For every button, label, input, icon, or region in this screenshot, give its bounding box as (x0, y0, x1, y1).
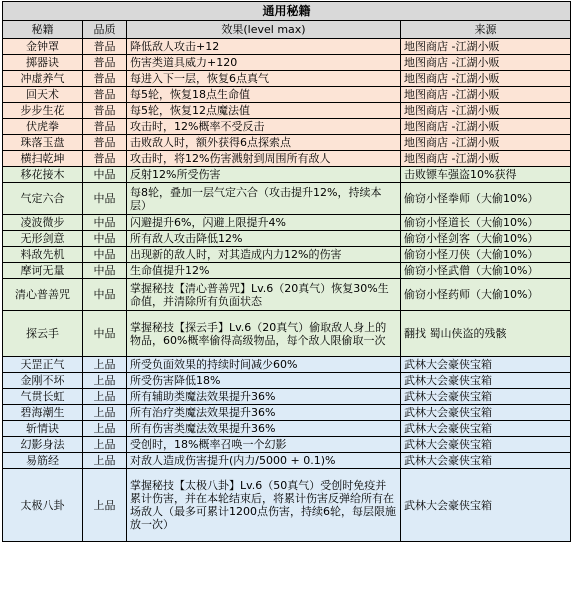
table-row (3, 119, 571, 135)
row-source: 偷窃小怪药师（大偷10%） (401, 279, 571, 311)
row-effect: 对敌人造成伤害提升(内力/5000 + 0.1)% (127, 453, 401, 469)
row-quality: 普品 (83, 39, 127, 55)
row-source: 武林大会豪侠宝箱 (401, 373, 571, 389)
row-name: 料敌先机 (3, 247, 83, 263)
table-row (3, 231, 571, 247)
row-effect: 所有治疗类魔法效果提升36% (127, 405, 401, 421)
row-name: 移花接木 (3, 167, 83, 183)
table-row (3, 453, 571, 469)
row-quality: 上品 (83, 389, 127, 405)
row-name: 气定六合 (3, 183, 83, 215)
row-source: 地图商店 -江湖小贩 (401, 39, 571, 55)
table-row (3, 183, 571, 215)
row-quality: 普品 (83, 71, 127, 87)
row-name: 天罡正气 (3, 357, 83, 373)
row-name: 金钟罩 (3, 39, 83, 55)
row-name: 凌波微步 (3, 215, 83, 231)
header-effect: 效果(level max) (127, 21, 401, 39)
table-row (3, 39, 571, 55)
table-row (3, 135, 571, 151)
row-effect: 闪避提升6%，闪避上限提升4% (127, 215, 401, 231)
row-source: 武林大会豪侠宝箱 (401, 453, 571, 469)
row-source: 武林大会豪侠宝箱 (401, 437, 571, 453)
secret-manual-table (2, 1, 571, 542)
row-name: 珠落玉盘 (3, 135, 83, 151)
table-row (3, 215, 571, 231)
row-name: 摩诃无量 (3, 263, 83, 279)
row-quality: 中品 (83, 311, 127, 357)
row-effect: 所有伤害类魔法效果提升36% (127, 421, 401, 437)
row-name: 金刚不坏 (3, 373, 83, 389)
row-quality: 上品 (83, 421, 127, 437)
row-quality: 上品 (83, 469, 127, 542)
table-row (3, 71, 571, 87)
row-effect: 出现新的敌人时，对其造成内力12%的伤害 (127, 247, 401, 263)
table-row (3, 373, 571, 389)
table-row (3, 389, 571, 405)
row-source: 地图商店 -江湖小贩 (401, 87, 571, 103)
row-source: 地图商店 -江湖小贩 (401, 135, 571, 151)
row-source: 偷窃小怪刀侠（大偷10%） (401, 247, 571, 263)
row-quality: 上品 (83, 373, 127, 389)
row-effect: 掌握秘技【探云手】Lv.6（20真气）偷取敌人身上的物品，60%概率偷得高级物品，每个敌人限偷取一次 (127, 311, 401, 357)
row-effect: 攻击时，12%概率不受反击 (127, 119, 401, 135)
header-quality: 品质 (83, 21, 127, 39)
row-quality: 上品 (83, 357, 127, 373)
row-source: 偷窃小怪剑客（大偷10%） (401, 231, 571, 247)
row-source: 武林大会豪侠宝箱 (401, 421, 571, 437)
row-effect: 掌握秘技【太极八卦】Lv.6（50真气）受创时免疫并累计伤害，并在本轮结束后，将累计伤害反弹给所有在场敌人（最多可累计1200点伤害，持续6轮，每层限施放一次） (127, 469, 401, 542)
row-source: 地图商店 -江湖小贩 (401, 151, 571, 167)
row-effect: 受创时，18%概率召唤一个幻影 (127, 437, 401, 453)
table-row (3, 437, 571, 453)
row-source: 击败镖车强盗10%获得 (401, 167, 571, 183)
row-effect: 所有敌人攻击降低12% (127, 231, 401, 247)
row-quality: 普品 (83, 135, 127, 151)
row-name: 碧海潮生 (3, 405, 83, 421)
table-row (3, 103, 571, 119)
row-name: 伏虎拳 (3, 119, 83, 135)
row-effect: 降低敌人攻击+12 (127, 39, 401, 55)
table-row (3, 421, 571, 437)
row-name: 掷器诀 (3, 55, 83, 71)
table-title: 通用秘籍 (3, 2, 571, 21)
row-name: 幻影身法 (3, 437, 83, 453)
table-row (3, 405, 571, 421)
row-quality: 中品 (83, 167, 127, 183)
row-source: 地图商店 -江湖小贩 (401, 55, 571, 71)
row-quality: 中品 (83, 215, 127, 231)
row-quality: 普品 (83, 103, 127, 119)
row-effect: 每8轮，叠加一层气定六合（攻击提升12%，持续本层） (127, 183, 401, 215)
table-row (3, 167, 571, 183)
row-source: 武林大会豪侠宝箱 (401, 405, 571, 421)
row-source: 地图商店 -江湖小贩 (401, 71, 571, 87)
row-name: 斩情诀 (3, 421, 83, 437)
row-source: 武林大会豪侠宝箱 (401, 469, 571, 542)
row-effect: 每进入下一层，恢复6点真气 (127, 71, 401, 87)
row-effect: 所有辅助类魔法效果提升36% (127, 389, 401, 405)
row-effect: 伤害类道具威力+120 (127, 55, 401, 71)
row-quality: 普品 (83, 119, 127, 135)
row-quality: 中品 (83, 263, 127, 279)
row-quality: 普品 (83, 151, 127, 167)
row-effect: 掌握秘技【清心普善咒】Lv.6（20真气）恢复30%生命值，并清除所有负面状态 (127, 279, 401, 311)
row-quality: 中品 (83, 279, 127, 311)
row-source: 武林大会豪侠宝箱 (401, 389, 571, 405)
row-name: 易筋经 (3, 453, 83, 469)
row-quality: 中品 (83, 183, 127, 215)
row-quality: 中品 (83, 247, 127, 263)
row-source: 翻找 蜀山侠盗的残骸 (401, 311, 571, 357)
row-name: 清心普善咒 (3, 279, 83, 311)
table-row (3, 247, 571, 263)
row-quality: 上品 (83, 437, 127, 453)
row-quality: 普品 (83, 87, 127, 103)
table-row (3, 357, 571, 373)
row-name: 冲虚养气 (3, 71, 83, 87)
table-row (3, 87, 571, 103)
row-name: 探云手 (3, 311, 83, 357)
row-name: 太极八卦 (3, 469, 83, 542)
table-row (3, 55, 571, 71)
row-source: 偷窃小怪道长（大偷10%） (401, 215, 571, 231)
row-source: 偷窃小怪拳师（大偷10%） (401, 183, 571, 215)
row-name: 气贯长虹 (3, 389, 83, 405)
row-name: 横扫乾坤 (3, 151, 83, 167)
table-row (3, 263, 571, 279)
row-source: 地图商店 -江湖小贩 (401, 103, 571, 119)
row-source: 偷窃小怪武僧（大偷10%） (401, 263, 571, 279)
row-effect: 击败敌人时，额外获得6点探索点 (127, 135, 401, 151)
row-effect: 反射12%所受伤害 (127, 167, 401, 183)
row-effect: 每5轮，恢复18点生命值 (127, 87, 401, 103)
row-quality: 上品 (83, 453, 127, 469)
table-row (3, 151, 571, 167)
row-source: 武林大会豪侠宝箱 (401, 357, 571, 373)
row-name: 无形剑意 (3, 231, 83, 247)
row-effect: 所受伤害降低18% (127, 373, 401, 389)
header-name: 秘籍 (3, 21, 83, 39)
row-effect: 每5轮，恢复12点魔法值 (127, 103, 401, 119)
table-row (3, 469, 571, 542)
table-row (3, 279, 571, 311)
row-effect: 攻击时，将12%伤害溅射到周围所有敌人 (127, 151, 401, 167)
row-effect: 所受负面效果的持续时间减少60% (127, 357, 401, 373)
row-quality: 中品 (83, 231, 127, 247)
table-body (3, 39, 571, 542)
row-name: 步步生花 (3, 103, 83, 119)
row-quality: 上品 (83, 405, 127, 421)
row-effect: 生命值提升12% (127, 263, 401, 279)
row-source: 地图商店 -江湖小贩 (401, 119, 571, 135)
header-source: 来源 (401, 21, 571, 39)
row-name: 回天术 (3, 87, 83, 103)
row-quality: 普品 (83, 55, 127, 71)
table-row (3, 311, 571, 357)
